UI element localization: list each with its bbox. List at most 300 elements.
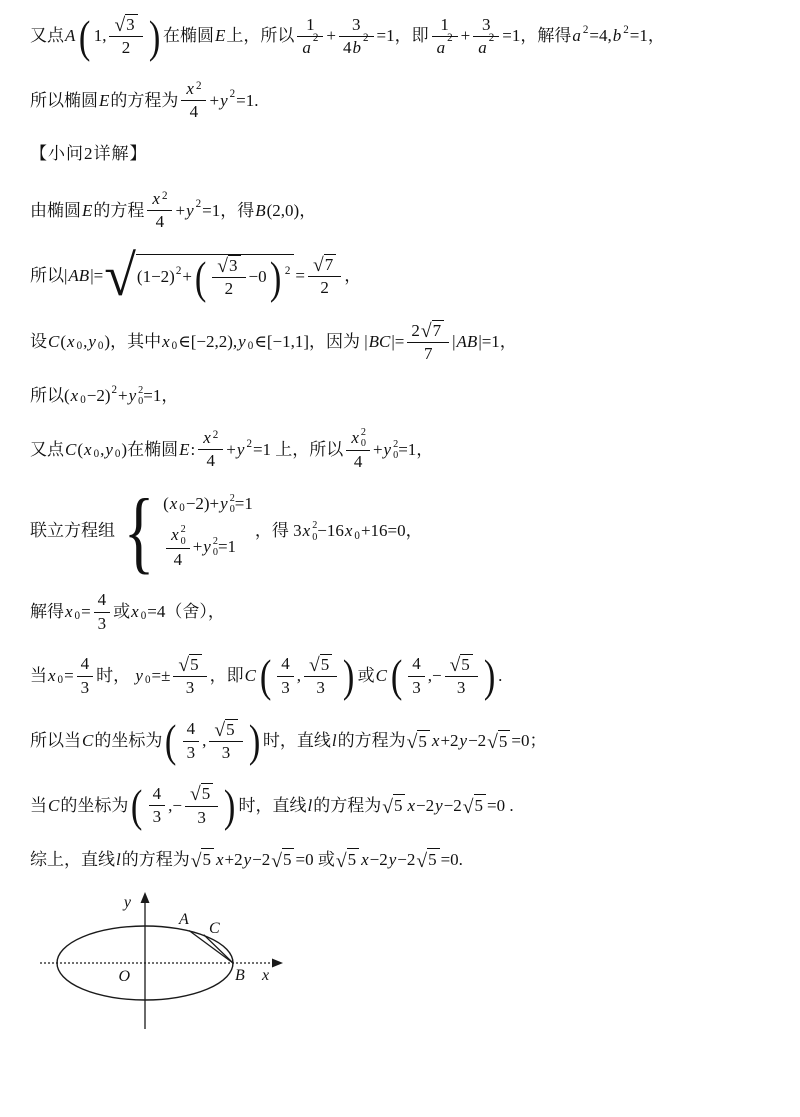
math-it: y (236, 439, 245, 459)
math-sup: 2 (195, 79, 202, 92)
math-bp: ( (165, 715, 177, 767)
origin-label: O (118, 968, 130, 986)
math-fr (166, 524, 190, 570)
math-sq: √ 7 (313, 254, 336, 275)
math-sup: 2 (582, 24, 589, 37)
math-sub: 0 (93, 447, 100, 460)
math-tx: 3 (185, 678, 195, 698)
math-tx: 当 (30, 795, 47, 815)
math-tx: + (460, 26, 471, 46)
math-tx: 7 (324, 254, 334, 274)
line-get-point-b (30, 189, 770, 233)
math-tx: 设 (30, 332, 47, 352)
math-tx: 的坐标为 (94, 731, 163, 751)
math-it: C (65, 439, 77, 459)
math-sq: √ 5 (463, 794, 486, 817)
math-tx: 【小问2详解】 (30, 143, 148, 163)
point-b-label: B (235, 967, 245, 985)
math-sup: 2 (175, 265, 182, 278)
y-axis-label: y (123, 894, 131, 912)
math-it: y (88, 332, 96, 352)
math-sup: 2 (623, 24, 629, 37)
math-it: x (162, 332, 170, 352)
math-sup: 2 (161, 189, 168, 202)
math-tx: −0 (248, 267, 267, 287)
math-tx: =1， (629, 26, 665, 46)
math-tx: 3 (229, 256, 238, 276)
math-sq: √ 5 (487, 730, 510, 753)
math-it: y (435, 795, 443, 815)
math-tx: 3 (221, 743, 231, 763)
math-tx: 5 (282, 850, 292, 870)
math-tx: 5 (347, 850, 357, 870)
math-it: AB (68, 266, 90, 286)
math-it: x (84, 439, 92, 459)
math-sub: 0 (80, 393, 86, 406)
line-line-l-case2 (30, 780, 770, 832)
math-it: b (612, 26, 622, 46)
math-fr (432, 15, 458, 59)
math-sup: 2 (111, 383, 118, 396)
math-sub: 0 (76, 340, 83, 353)
math-tx: + (192, 537, 203, 557)
math-bp: ) (224, 780, 236, 832)
math-tx: 3 (281, 677, 290, 697)
math-tx: 5 (498, 731, 508, 751)
math-bp: ( (259, 650, 272, 702)
math-ss: x 2 0 (302, 520, 318, 543)
math-it: x (203, 428, 211, 448)
math-fr (308, 254, 341, 299)
math-tx: 所以当 (30, 731, 81, 751)
math-it: A (65, 26, 76, 46)
math-sup: 2 (229, 88, 236, 101)
math-sq: √ 5 (178, 654, 201, 675)
line-solve-x0 (30, 590, 770, 634)
math-tx: 4 (353, 452, 363, 472)
math-tx: , (202, 731, 207, 751)
math-bp: ) (148, 10, 161, 62)
math-bp: ) (483, 650, 496, 702)
math-tx: ，即 (209, 666, 244, 686)
math-tx: =4（舍）， (147, 601, 225, 621)
line-line-l-case1 (30, 715, 770, 767)
math-tx: −2 (443, 795, 462, 815)
math-it: B (255, 200, 266, 220)
math-tx: 5 (428, 850, 437, 870)
math-tx: =1，得 (202, 200, 255, 220)
math-tx: 解得 (30, 601, 64, 621)
math-fr (77, 654, 94, 698)
math-fr (185, 783, 218, 828)
math-sub: 0 (57, 674, 64, 687)
math-bp: ( (194, 251, 207, 303)
math-tx: 时，直线 (262, 731, 331, 751)
math-it: C (48, 332, 60, 352)
math-tx: 4 (412, 654, 421, 674)
math-tx: ( (64, 385, 70, 405)
math-tx: −2 (369, 849, 388, 869)
math-tx: 4 (189, 102, 199, 122)
math-tx: 4 (152, 783, 162, 803)
math-tx: 5 (320, 654, 330, 674)
math-tx: . (498, 666, 503, 686)
math-sup: 2 (195, 198, 202, 211)
math-tx: , (296, 666, 302, 686)
math-fr (149, 784, 166, 828)
math-sys: { ( x 0 −2)+ y 2 0 =1 x 2 0 4 + y 2 0 =1 (123, 479, 253, 582)
math-tx: 由椭圆 (30, 200, 81, 220)
math-it: y (238, 332, 246, 352)
math-it: b (352, 37, 361, 57)
math-tx: −2 (252, 849, 271, 869)
math-tx: (1−2) (136, 267, 175, 287)
math-tx: 3 (126, 15, 135, 34)
math-it: y (105, 439, 113, 459)
math-tx: 1 (440, 14, 449, 34)
line-solve-y0 (30, 650, 770, 702)
math-tx: −2 (397, 849, 416, 869)
math-it: C (82, 731, 94, 751)
math-sup: 2 (488, 31, 495, 44)
math-tx: 的方程为 (110, 90, 179, 110)
math-tx: = (295, 266, 306, 286)
math-tx: 3 (97, 613, 107, 633)
math-it: y (459, 731, 468, 751)
math-it: x (48, 666, 56, 686)
math-tx: |= (90, 266, 104, 286)
math-it: l (307, 795, 313, 815)
math-it: E (99, 90, 110, 110)
x-axis-arrow-icon (272, 959, 283, 968)
math-tx: | (452, 332, 456, 352)
math-tx: 3 (197, 807, 206, 827)
math-fr (209, 719, 242, 764)
math-it: a (572, 26, 581, 46)
math-tx: | (64, 266, 68, 286)
math-sup: 2 (284, 265, 291, 278)
line-ab-length (30, 243, 770, 309)
math-it: x (169, 494, 178, 514)
math-tx: 的坐标为 (60, 795, 129, 815)
math-tx: 所以 (30, 385, 64, 405)
math-sub: 0 (97, 340, 104, 353)
math-tx: 3 (482, 14, 491, 34)
math-fr (109, 14, 142, 59)
math-fr (297, 15, 323, 59)
math-it: x (431, 731, 440, 751)
math-tx: 7 (424, 344, 433, 364)
math-tx: 2 (224, 279, 234, 299)
math-tx: (2,0)， (266, 200, 317, 220)
math-it: BC (368, 332, 391, 352)
math-it: E (179, 439, 190, 459)
math-tx: =1，即 (376, 26, 429, 46)
math-tx: = (81, 601, 91, 621)
math-tx: 5 (461, 654, 470, 674)
math-sq: √ 5 (191, 848, 214, 871)
line-point-a-condition (30, 10, 770, 62)
math-tx: 4 (155, 212, 165, 232)
math-tx: 又点 (30, 26, 64, 46)
math-tx: 7 (432, 320, 442, 340)
math-tx: −2 (468, 731, 487, 751)
math-sq: √ 7 (421, 320, 444, 341)
math-tx: + (372, 439, 383, 459)
math-sq: √ 5 (450, 654, 473, 675)
math-it: C (48, 795, 60, 815)
math-tx: =1 上，所以 (252, 439, 344, 459)
math-sup: 2 (362, 31, 369, 44)
math-fr (198, 428, 223, 472)
math-it: l (116, 849, 121, 869)
math-tx: 1 (306, 14, 315, 34)
math-it: a (478, 37, 487, 57)
math-sup: 2 (246, 437, 252, 450)
math-tx: −2)+ (185, 494, 220, 514)
math-it: x (70, 385, 79, 405)
segment-cb (204, 935, 233, 963)
math-sq: √ (1−2) 2 + ( √ 3 2 −0 ) 2 (104, 252, 294, 299)
math-tx: + (118, 385, 128, 405)
math-tx: 1, (93, 26, 107, 46)
math-tx: 时，直线 (238, 795, 307, 815)
math-tx: −2) (86, 385, 111, 405)
math-tx: =0. (440, 849, 463, 869)
math-sq: √ 5 (214, 719, 237, 740)
math-tx: |=1， (478, 332, 517, 352)
math-tx: 5 (393, 796, 403, 816)
math-tx: 的方程为 (313, 795, 382, 815)
math-tx: ,− (168, 795, 182, 815)
math-tx: =1， (143, 385, 179, 405)
math-tx: 4 (281, 654, 290, 674)
math-sub: 0 (114, 447, 121, 460)
math-sq: √ 5 (382, 794, 405, 817)
math-tx: =1，解得 (502, 26, 572, 46)
math-it: x (152, 188, 160, 208)
math-sub: 0 (140, 610, 147, 623)
math-ss: y 2 0 (128, 384, 144, 407)
math-it: a (436, 37, 446, 57)
math-tx: 3 (352, 14, 361, 34)
math-it: y (220, 90, 228, 110)
ellipse-figure (34, 891, 770, 1044)
math-tx: =0 . (487, 795, 514, 815)
math-sq: √ 5 (271, 848, 294, 871)
math-sup: 2 (447, 31, 453, 44)
math-tx: )在椭圆 (121, 439, 179, 459)
math-it: E (82, 200, 93, 220)
math-sub: 0 (144, 674, 151, 687)
math-ss: y 2 0 (383, 438, 399, 461)
math-tx: 时， (96, 666, 135, 686)
math-tx: 的方程为 (121, 849, 190, 869)
math-tx: + (182, 267, 192, 287)
line-set-point-c (30, 320, 770, 365)
math-tx: 当 (30, 666, 47, 686)
math-fr (445, 654, 478, 699)
line-c-on-ellipse (30, 427, 770, 473)
math-sq: √ 3 (217, 255, 240, 276)
math-fr (183, 719, 200, 763)
math-tx: 上，所以 (226, 26, 295, 46)
x-axis-label: x (262, 967, 270, 985)
math-tx: =1 (234, 494, 253, 514)
math-sup: 2 (212, 429, 219, 442)
math-tx: 2 (411, 320, 420, 340)
point-a-label: A (179, 911, 189, 929)
math-tx: ，得 3 (254, 521, 302, 541)
math-tx: +16=0， (360, 521, 423, 541)
math-it: l (331, 731, 337, 751)
math-tx: ( (60, 332, 67, 352)
math-fr (147, 189, 172, 233)
math-bp: ) (269, 251, 281, 303)
math-tx: 或 (113, 601, 131, 621)
math-tx: 4 (342, 37, 352, 57)
math-it: y (135, 666, 143, 686)
math-it: a (302, 37, 311, 57)
math-fr (473, 15, 499, 59)
math-sub: 0 (171, 340, 178, 353)
math-tx: 3 (412, 677, 421, 697)
math-tx: 3 (152, 807, 162, 827)
math-bp: ( (131, 780, 143, 832)
math-sub: 0 (74, 610, 81, 623)
math-tx: 3 (80, 677, 90, 697)
math-tx: , (83, 332, 88, 352)
math-tx: =0； (511, 731, 547, 751)
math-it: y (243, 849, 252, 869)
math-tx: + (226, 439, 236, 459)
line-circle-equation (30, 385, 770, 407)
math-tx: ， (344, 266, 362, 286)
math-tx: 2 (320, 278, 329, 298)
math-tx: =± (151, 666, 171, 686)
math-tx: =0 或 (295, 849, 335, 869)
math-tx: |= (391, 332, 405, 352)
math-sq: √ 3 (114, 14, 137, 35)
math-tx: −2 (416, 795, 435, 815)
math-tx: 在椭圆 (162, 26, 214, 46)
line-ellipse-equation (30, 79, 770, 123)
math-it: x (131, 601, 139, 621)
math-tx: 4 (206, 451, 215, 471)
math-tx: +2 (224, 849, 243, 869)
math-sq: √ 5 (190, 783, 213, 804)
line-system-of-equations (30, 479, 770, 582)
math-tx: =4, (589, 26, 612, 46)
math-sup: 2 (312, 31, 319, 44)
math-sq: √ 5 (336, 848, 359, 871)
math-tx: )，其中 (104, 332, 162, 352)
math-tx: ,− (427, 666, 442, 686)
math-bp: ( (390, 650, 403, 702)
math-it: x (215, 849, 224, 869)
math-tx: +2 (440, 731, 459, 751)
math-tx: =1 (217, 537, 237, 557)
ellipse-diagram (34, 891, 294, 1039)
math-tx: 2 (121, 38, 131, 58)
math-it: x (186, 78, 194, 98)
math-it: x (65, 601, 73, 621)
math-tx: 5 (201, 784, 211, 804)
math-tx: 联立方程组 (30, 521, 115, 541)
point-c-label: C (209, 920, 220, 938)
math-sq: √ 5 (407, 730, 430, 753)
math-tx: + (175, 200, 186, 220)
math-ss: x 2 0 (351, 427, 366, 450)
math-tx: 5 (226, 719, 235, 739)
math-tx: ∈[−1,1]，因为 | (254, 332, 368, 352)
math-tx: 4 (80, 654, 90, 674)
math-it: AB (456, 332, 478, 352)
math-fr (94, 590, 111, 634)
math-bp: ) (343, 650, 355, 702)
math-tx: 5 (418, 731, 427, 751)
math-fr (173, 654, 206, 699)
math-it: y (186, 200, 194, 220)
math-fr (304, 654, 337, 699)
math-tx: −16 (317, 521, 344, 541)
math-tx: ( (163, 494, 169, 514)
math-ss: y 2 0 (220, 492, 235, 516)
math-tx: : (190, 439, 196, 459)
math-fr (346, 427, 370, 473)
math-tx: 5 (202, 850, 211, 870)
math-tx: 3 (456, 678, 466, 698)
math-bp: ( (79, 10, 91, 62)
math-it: x (407, 795, 416, 815)
solution-content (30, 10, 770, 872)
math-it: E (214, 26, 226, 46)
math-tx: 5 (190, 654, 199, 674)
math-tx: 所以椭圆 (30, 90, 98, 110)
math-tx: =1， (398, 439, 434, 459)
math-tx: 5 (474, 796, 483, 816)
math-tx: , (100, 439, 105, 459)
math-it: x (67, 332, 75, 352)
math-tx: 3 (186, 742, 196, 762)
math-tx: + (209, 90, 220, 110)
math-ss: x 2 0 (171, 524, 186, 547)
math-fr (277, 654, 294, 698)
math-it: C (375, 666, 387, 686)
math-sub: 0 (354, 529, 360, 542)
math-tx: ( (77, 439, 84, 459)
math-it: x (361, 849, 369, 869)
math-tx: ∈[−2,2), (178, 332, 238, 352)
math-tx: 的方程为 (337, 731, 406, 751)
math-tx: =1. (236, 90, 259, 110)
math-tx: 的方程 (93, 200, 145, 220)
math-bp: ) (248, 715, 261, 767)
line-conclusion (30, 848, 770, 871)
math-tx: 或 (357, 666, 375, 686)
math-sq: √ 5 (309, 654, 332, 675)
line-heading-subquestion-2 (30, 143, 770, 165)
math-fr (181, 79, 206, 123)
math-sub: 0 (179, 502, 185, 515)
math-it: y (388, 849, 397, 869)
math-tx: + (326, 26, 336, 46)
math-tx: 4 (173, 549, 183, 569)
math-tx: 4 (97, 590, 107, 610)
math-tx: 综上，直线 (30, 849, 115, 869)
math-it: x (344, 521, 353, 541)
math-sub: 0 (247, 340, 254, 353)
